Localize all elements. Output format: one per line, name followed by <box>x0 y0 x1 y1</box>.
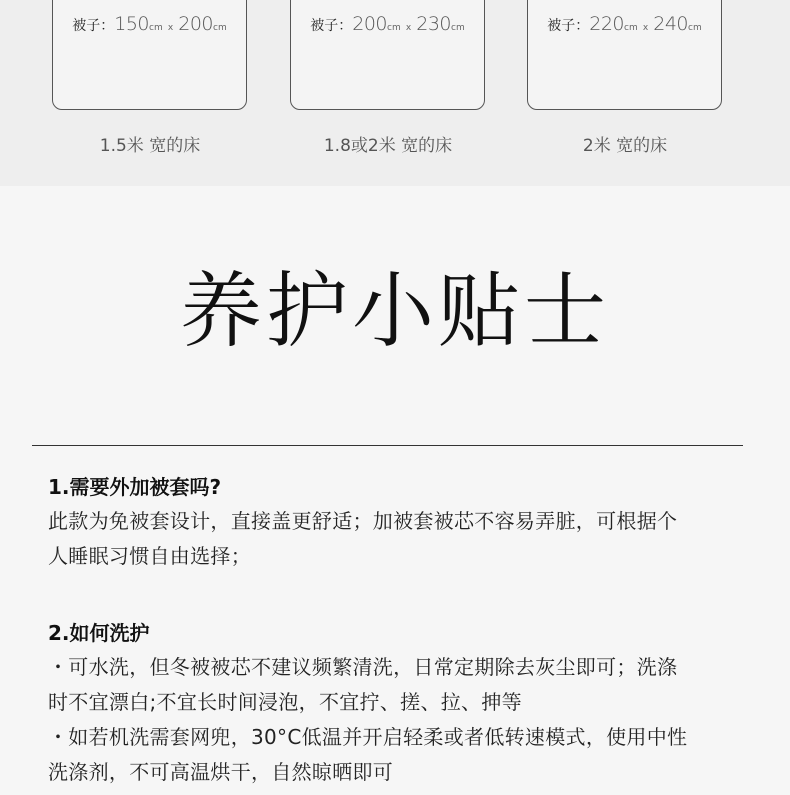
size-box <box>527 0 722 110</box>
size-height: 230 <box>416 13 452 35</box>
size-guide-section <box>0 0 790 186</box>
size-label: 被子： <box>547 18 590 34</box>
size-unit: cm <box>688 23 702 33</box>
size-times: x <box>167 23 174 33</box>
size-height: 240 <box>653 13 689 35</box>
size-label: 被子： <box>72 18 115 34</box>
tip-heading-2: 2.如何洗护 <box>48 621 150 645</box>
divider <box>32 445 743 446</box>
size-label: 被子： <box>310 18 353 34</box>
size-text <box>528 13 721 35</box>
size-unit: cm <box>624 23 638 33</box>
tip-text: ・如若机洗需套网兜，30°C低温并开启轻柔或者低转速模式，使用中性 <box>48 725 688 749</box>
size-unit: cm <box>213 23 227 33</box>
tip-text: 洗涤剂，不可高温烘干，自然晾晒即可 <box>48 760 394 784</box>
size-box <box>290 0 485 110</box>
size-width: 220 <box>589 13 625 35</box>
size-unit: cm <box>387 23 401 33</box>
page-title: 养护小贴士 <box>179 264 610 359</box>
size-times: x <box>642 23 649 33</box>
tip-text: ・可水洗，但冬被被芯不建议频繁清洗，日常定期除去灰尘即可；洗涤 <box>48 655 678 679</box>
size-width: 200 <box>352 13 388 35</box>
size-text <box>291 13 484 35</box>
size-unit: cm <box>149 23 163 33</box>
bed-width-label: 1.5米 宽的床 <box>99 136 201 156</box>
spacer <box>48 574 748 616</box>
tip-heading-1: 1.需要外加被套吗? <box>48 475 222 499</box>
tip-text: 人睡眠习惯自由选择； <box>48 544 251 568</box>
bed-width-label: 1.8或2米 宽的床 <box>323 136 453 156</box>
bed-width-label: 2米 宽的床 <box>582 136 668 156</box>
size-text <box>53 13 246 35</box>
size-box <box>52 0 247 110</box>
size-height: 200 <box>178 13 214 35</box>
care-tips <box>48 470 748 790</box>
tip-text: 此款为免被套设计，直接盖更舒适；加被套被芯不容易弄脏，可根据个 <box>48 509 678 533</box>
size-times: x <box>405 23 412 33</box>
size-width: 150 <box>114 13 150 35</box>
tip-text: 时不宜漂白;不宜长时间浸泡，不宜拧、搓、拉、抻等 <box>48 690 522 714</box>
size-unit: cm <box>451 23 465 33</box>
